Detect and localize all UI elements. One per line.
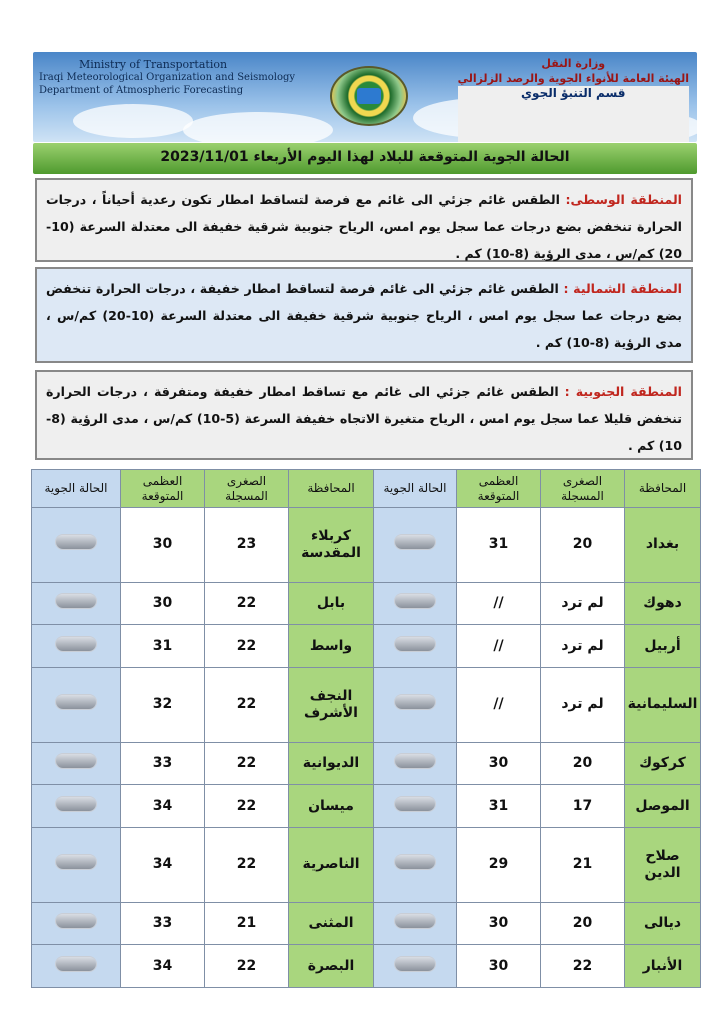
max-temp-cell: 31 [457,785,541,828]
max-temp-cell: 31 [121,625,205,668]
cloud-icon [395,594,435,608]
banner-cloud [183,112,333,142]
region-central [35,178,693,262]
max-temp-cell: 30 [121,582,205,625]
logo-emblem-icon [357,88,381,104]
weather-cell [32,827,121,902]
table-row [32,742,701,785]
max-temp-cell: 34 [121,827,205,902]
header-weather: الحالة الجوية [374,470,457,508]
organization-name-en: Iraqi Meteorological Organization and Seismology [39,72,296,83]
max-temp-cell: 29 [457,827,541,902]
governorate-cell: الناصرية [289,827,374,902]
weather-cell [374,902,457,945]
min-temp-cell: 22 [541,945,625,988]
header-max-expected: العظمى المتوقعة [457,470,541,508]
governorate-cell: الأنبار [625,945,701,988]
min-temp-cell: 20 [541,902,625,945]
weather-cell [374,742,457,785]
banner-cloud [73,104,193,138]
min-temp-cell: 22 [205,742,289,785]
governorate-cell: صلاح الدين [625,827,701,902]
governorate-cell: بابل [289,582,374,625]
header-banner [33,52,697,142]
governorate-cell: الديوانية [289,742,374,785]
weather-cell [374,945,457,988]
min-temp-cell: 20 [541,508,625,583]
max-temp-cell: 34 [121,945,205,988]
governorate-cell: ديالى [625,902,701,945]
governorate-cell: واسط [289,625,374,668]
department-name-ar: قسم التنبؤ الجوي [458,86,689,142]
ministry-name-en: Ministry of Transportation [79,58,228,71]
region-central-text: الطقس غائم جزئي الى غائم مع فرصة لتساقط امطار تكون رعدية أحياناً ، درجات الحرارة تنخفض بضع درجات عما سجل يوم امس، الرياح جنوبية شرقية خفيفة الى معتدلة السرعة (10-20) كم/س ، مدى الرؤية (8-10) كم . [46,192,682,261]
weather-cell [32,508,121,583]
min-temp-cell: 21 [205,902,289,945]
cloud-icon [56,594,96,608]
governorate-cell: ميسان [289,785,374,828]
min-temp-cell: 23 [205,508,289,583]
weather-cell [32,785,121,828]
governorate-cell: البصرة [289,945,374,988]
min-temp-cell: 22 [205,625,289,668]
header-weather: الحالة الجوية [32,470,121,508]
min-temp-cell: لم ترد [541,582,625,625]
weather-cell [32,625,121,668]
max-temp-cell: // [457,667,541,742]
cloud-icon [56,914,96,928]
min-temp-cell: 21 [541,827,625,902]
table-row [32,625,701,668]
max-temp-cell: 30 [121,508,205,583]
governorate-cell: دهوك [625,582,701,625]
region-north [35,267,693,363]
header-english [39,58,295,97]
weather-cell [374,785,457,828]
header-min-recorded: الصغرى المسجلة [205,470,289,508]
header-min-recorded: الصغرى المسجلة [541,470,625,508]
min-temp-cell: 22 [205,785,289,828]
page-title: الحالة الجوية المتوقعة للبلاد لهذا اليوم الأربعاء 2023/11/01 [160,149,570,165]
min-temp-cell: 22 [205,945,289,988]
region-north-name: المنطقة الشمالية : [563,281,682,296]
cloud-icon [395,637,435,651]
max-temp-cell: // [457,625,541,668]
governorate-cell: أربيل [625,625,701,668]
governorate-cell: كربلاء المقدسة [289,508,374,583]
header-governorate: المحافظة [289,470,374,508]
weather-cell [374,508,457,583]
cloud-icon [56,695,96,709]
organization-logo [330,66,408,126]
cloud-icon [395,855,435,869]
region-central-name: المنطقة الوسطى: [565,192,682,207]
weather-cell [374,582,457,625]
cloud-icon [395,957,435,971]
max-temp-cell: 30 [457,902,541,945]
max-temp-cell: 34 [121,785,205,828]
cloud-icon [395,754,435,768]
governorate-cell: كركوك [625,742,701,785]
governorate-cell: الموصل [625,785,701,828]
region-south [35,370,693,460]
region-north-text: الطقس غائم جزئي الى غائم فرصة لتساقط امطار خفيفة ، درجات الحرارة تنخفض بضع درجات عما سجل يوم امس ، الرياح جنوبية شرقية خفيفة الى معتدلة السرعة (10-20) كم/س ، مدى الرؤية (8-10) كم . [46,281,682,350]
weather-cell [374,667,457,742]
governorate-cell: بغداد [625,508,701,583]
cloud-icon [56,754,96,768]
cloud-icon [395,797,435,811]
table-row [32,902,701,945]
governorate-cell: النجف الأشرف [289,667,374,742]
table-header-row [32,470,701,508]
cloud-icon [395,914,435,928]
weather-cell [374,827,457,902]
min-temp-cell: لم ترد [541,667,625,742]
cloud-icon [56,535,96,549]
cloud-icon [56,957,96,971]
governorate-cell: السليمانية [625,667,701,742]
min-temp-cell: 17 [541,785,625,828]
min-temp-cell: 22 [205,667,289,742]
min-temp-cell: لم ترد [541,625,625,668]
max-temp-cell: 30 [457,742,541,785]
header-arabic [458,56,689,142]
table-row [32,508,701,583]
cloud-icon [56,637,96,651]
weather-cell [32,582,121,625]
weather-cell [32,667,121,742]
max-temp-cell: 33 [121,742,205,785]
min-temp-cell: 22 [205,827,289,902]
cloud-icon [56,855,96,869]
cloud-icon [395,695,435,709]
max-temp-cell: 31 [457,508,541,583]
region-south-text: الطقس غائم جزئي الى غائم مع تساقط امطار خفيفة ومتفرقة ، درجات الحرارة تنخفض قليلا عما سجل يوم امس ، الرياح متغيرة الاتجاه خفيفة السرعة (5-10) كم/س ، مدى الرؤية (8-10) كم . [46,384,682,453]
min-temp-cell: 22 [205,582,289,625]
cloud-icon [56,797,96,811]
governorate-cell: المثنى [289,902,374,945]
weather-cell [32,742,121,785]
cloud-icon [395,535,435,549]
table-row [32,827,701,902]
ministry-name-ar: وزارة النقل [541,57,606,70]
max-temp-cell: 32 [121,667,205,742]
max-temp-cell: 30 [457,945,541,988]
title-bar [33,143,697,174]
weather-cell [32,902,121,945]
table-row [32,785,701,828]
organization-name-ar: الهيئة العامة للأنواء الجوية والرصد الزلزالي [457,72,689,85]
table-row [32,945,701,988]
forecast-table [31,469,701,988]
weather-cell [32,945,121,988]
header-governorate: المحافظة [625,470,701,508]
weather-cell [374,625,457,668]
min-temp-cell: 20 [541,742,625,785]
max-temp-cell: 33 [121,902,205,945]
table-row [32,582,701,625]
header-max-expected: العظمى المتوقعة [121,470,205,508]
region-south-name: المنطقة الجنوبية : [564,384,682,399]
max-temp-cell: // [457,582,541,625]
department-name-en: Department of Atmospheric Forecasting [39,85,244,96]
table-row [32,667,701,742]
